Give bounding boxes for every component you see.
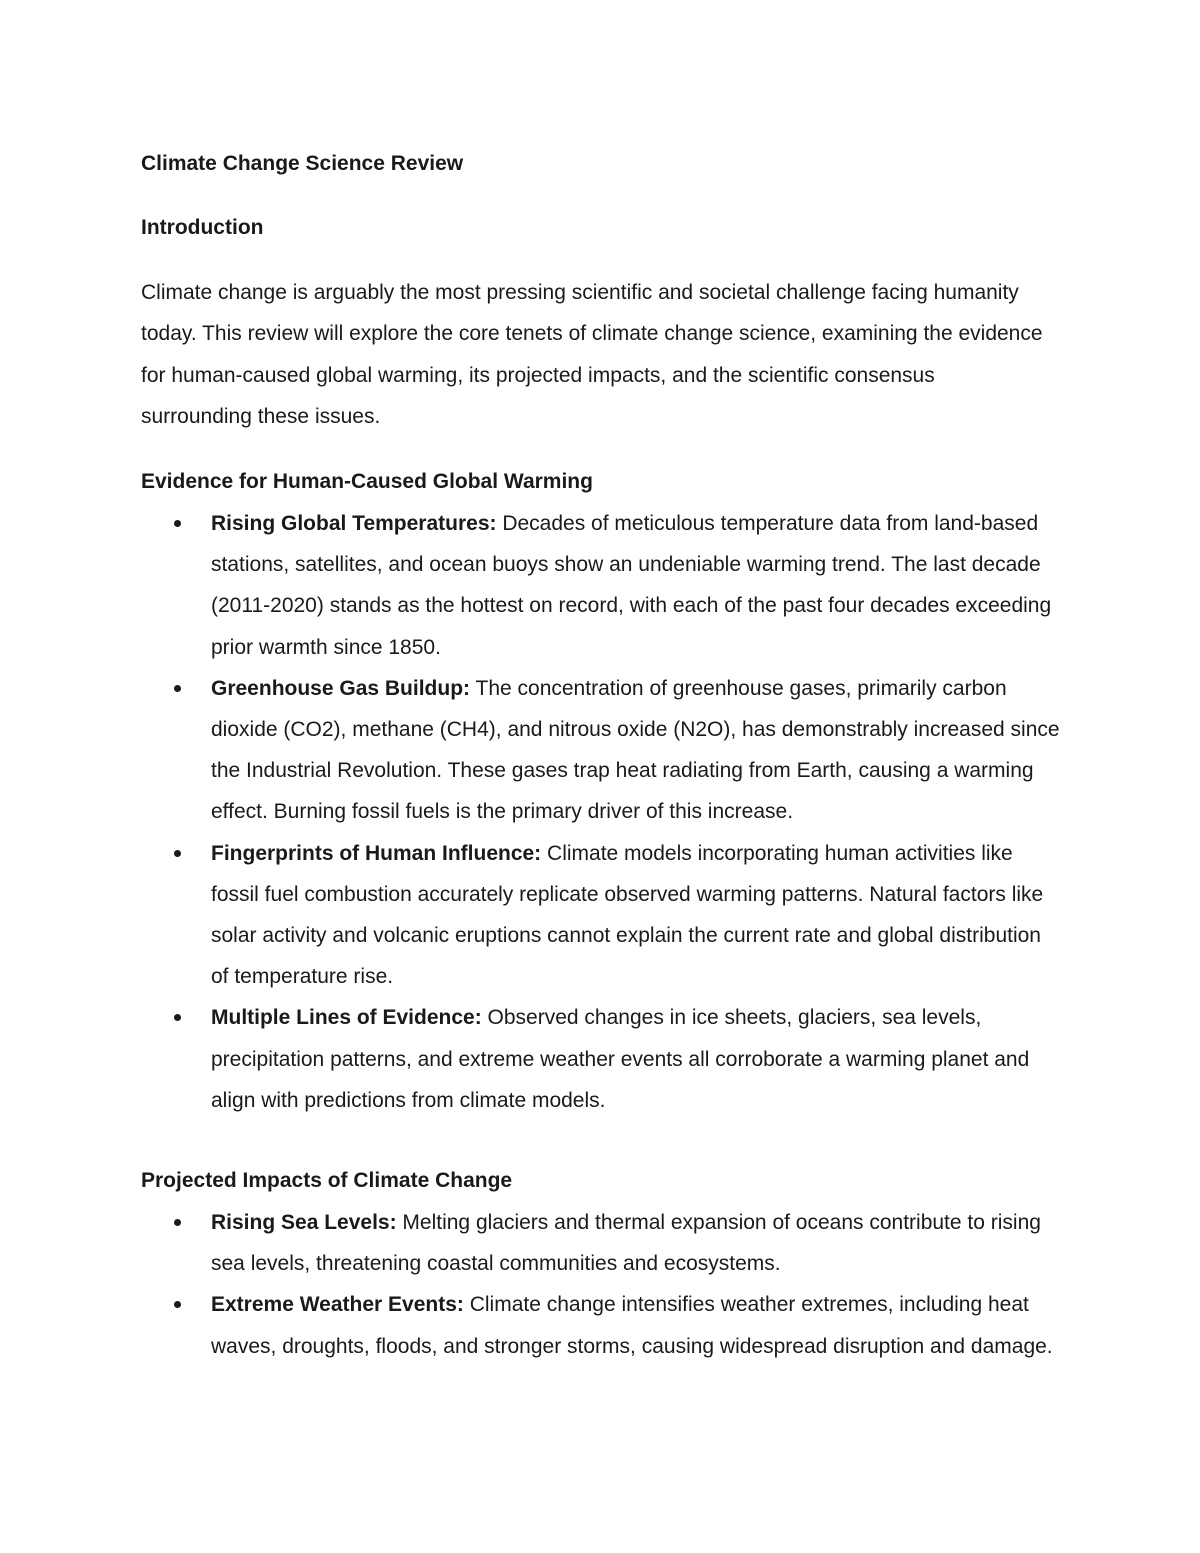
item-term: Greenhouse Gas Buildup:	[211, 676, 471, 700]
item-text: Climate models incorporating human activities like fossil fuel combustion accurately replicate observed warming patterns. Natural factors like solar activity and volcanic eruptions cannot explain the current rate and global distribution of temperature rise.	[211, 841, 1044, 989]
list-item	[141, 668, 1061, 833]
item-term: Rising Global Temperatures:	[211, 512, 497, 535]
item-text: The concentration of greenhouse gases, primarily carbon dioxide (CO2), methane (CH4), and nitrous oxide (N2O), has demonstrably increased since the Industrial Revolution. These gases trap heat radiating from Earth, causing a warming effect. Burning fossil fuels is the primary driver of this increase.	[211, 676, 1060, 824]
item-text: Observed changes in ice sheets, glaciers, sea levels, precipitation patterns, and extreme weather events all corroborate a warming planet and align with predictions from climate models.	[211, 1006, 1030, 1112]
item-text: Melting glaciers and thermal expansion of oceans contribute to rising sea levels, threatening coastal communities and ecosystems.	[211, 1211, 1041, 1276]
item-term: Extreme Weather Events:	[211, 1293, 464, 1317]
list-item	[141, 1284, 1061, 1366]
item-term: Fingerprints of Human Influence:	[211, 841, 542, 865]
document-title: Climate Change Science Review	[141, 152, 464, 175]
bullet-icon	[174, 1014, 181, 1021]
bullet-icon	[174, 685, 181, 692]
bullet-icon	[174, 520, 181, 527]
list-item	[141, 503, 1061, 668]
list-item	[141, 833, 1061, 998]
introduction-paragraph: Climate change is arguably the most pressing scientific and societal challenge facing humanity today. This review will explore the core tenets of climate change science, examining the evidence for human-caused global warming, its projected impacts, and the scientific consensus surrounding these issues.	[141, 281, 1043, 428]
bullet-icon	[174, 1219, 181, 1226]
item-text: Climate change intensifies weather extremes, including heat waves, droughts, floods, and stronger storms, causing widespread disruption and damage.	[211, 1293, 1053, 1358]
evidence-list	[141, 503, 1061, 1121]
evidence-heading: Evidence for Human-Caused Global Warming	[141, 470, 593, 493]
bullet-icon	[174, 850, 181, 857]
list-item	[141, 997, 1061, 1121]
impacts-list	[141, 1202, 1061, 1367]
list-item	[141, 1202, 1061, 1284]
impacts-heading: Projected Impacts of Climate Change	[141, 1169, 513, 1192]
item-text: Decades of meticulous temperature data from land-based stations, satellites, and ocean buoys show an undeniable warming trend. The last decade (2011-2020) stands as the hottest on record, with each of the past four decades exceeding prior warmth since 1850.	[211, 512, 1052, 659]
item-term: Rising Sea Levels:	[211, 1211, 397, 1234]
item-term: Multiple Lines of Evidence:	[211, 1006, 482, 1030]
bullet-icon	[174, 1301, 181, 1308]
introduction-heading: Introduction	[141, 216, 264, 239]
